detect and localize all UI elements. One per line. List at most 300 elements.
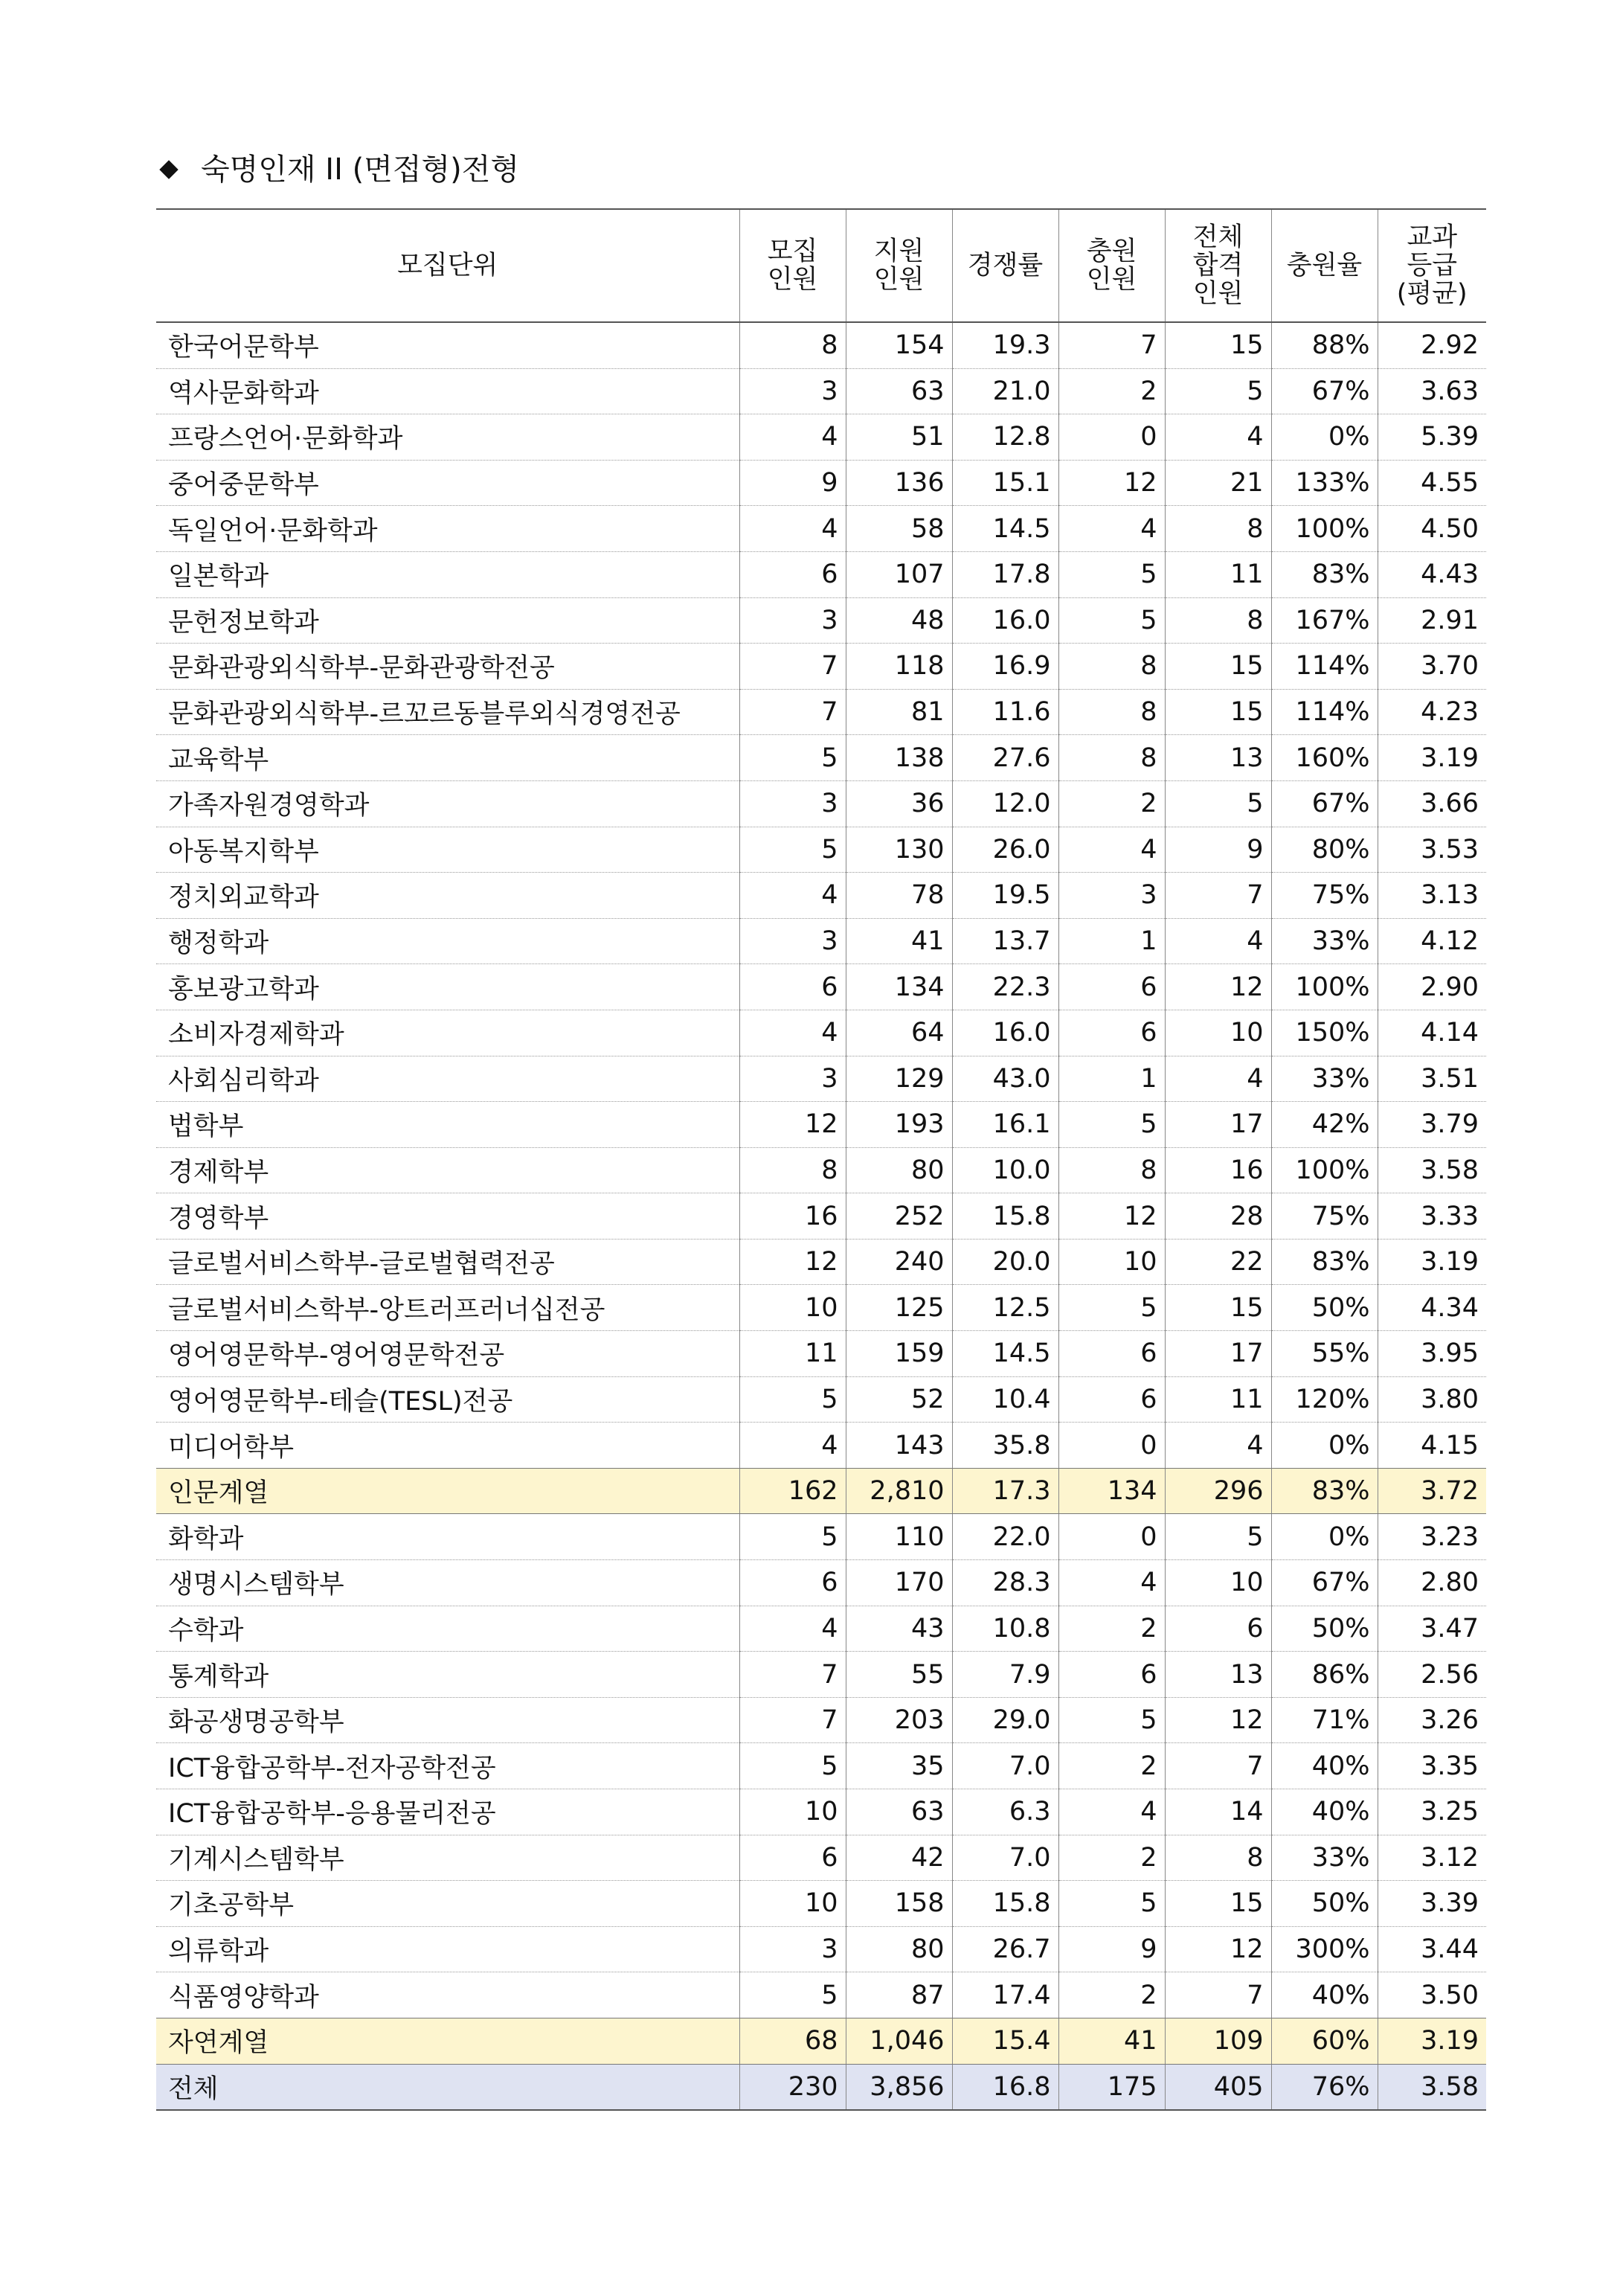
cell-grade-average: 3.35 <box>1378 1743 1486 1789</box>
cell-applicants: 78 <box>846 873 952 919</box>
cell-grade-average: 4.12 <box>1378 918 1486 964</box>
cell-applicants: 252 <box>846 1193 952 1240</box>
cell-unit: 의류학과 <box>156 1926 739 1972</box>
cell-total-admitted: 8 <box>1165 597 1271 644</box>
cell-additional: 0 <box>1058 1423 1165 1469</box>
admission-results-table <box>156 208 1486 2111</box>
cell-applicants: 203 <box>846 1697 952 1743</box>
cell-total-admitted: 15 <box>1165 689 1271 735</box>
cell-applicants: 193 <box>846 1102 952 1148</box>
cell-competition-ratio: 35.8 <box>952 1423 1058 1469</box>
cell-total-admitted: 28 <box>1165 1193 1271 1240</box>
cell-applicants: 80 <box>846 1147 952 1193</box>
cell-grade-average: 3.19 <box>1378 1239 1486 1285</box>
cell-additional: 9 <box>1058 1926 1165 1972</box>
cell-competition-ratio: 28.3 <box>952 1560 1058 1606</box>
cell-fill-rate: 50% <box>1271 1606 1378 1652</box>
cell-additional: 6 <box>1058 1331 1165 1377</box>
table-row <box>156 1789 1486 1835</box>
table-row <box>156 322 1486 368</box>
cell-grade-average: 4.23 <box>1378 689 1486 735</box>
header-quota: 모집 인원 <box>739 209 846 322</box>
cell-grade-average: 4.15 <box>1378 1423 1486 1469</box>
section-title <box>159 147 519 192</box>
cell-quota: 10 <box>739 1881 846 1927</box>
cell-additional: 8 <box>1058 1147 1165 1193</box>
cell-fill-rate: 76% <box>1271 2064 1378 2110</box>
cell-fill-rate: 42% <box>1271 1102 1378 1148</box>
cell-total-admitted: 8 <box>1165 506 1271 552</box>
cell-unit: 영어영문학부-테슬(TESL)전공 <box>156 1376 739 1423</box>
cell-applicants: 55 <box>846 1652 952 1698</box>
cell-quota: 10 <box>739 1285 846 1331</box>
cell-additional: 6 <box>1058 1010 1165 1056</box>
table-row <box>156 780 1486 827</box>
cell-competition-ratio: 12.8 <box>952 414 1058 461</box>
cell-applicants: 3,856 <box>846 2064 952 2110</box>
table-row <box>156 1606 1486 1652</box>
cell-quota: 162 <box>739 1468 846 1514</box>
cell-competition-ratio: 7.9 <box>952 1652 1058 1698</box>
cell-additional: 5 <box>1058 1881 1165 1927</box>
cell-applicants: 240 <box>846 1239 952 1285</box>
cell-total-admitted: 13 <box>1165 1652 1271 1698</box>
cell-unit: 식품영양학과 <box>156 1972 739 2018</box>
table-row <box>156 873 1486 919</box>
cell-additional: 1 <box>1058 1056 1165 1102</box>
cell-additional: 4 <box>1058 1789 1165 1835</box>
cell-total-admitted: 4 <box>1165 414 1271 461</box>
cell-applicants: 42 <box>846 1835 952 1881</box>
cell-unit: 화공생명공학부 <box>156 1697 739 1743</box>
cell-applicants: 136 <box>846 460 952 506</box>
cell-additional: 2 <box>1058 780 1165 827</box>
cell-fill-rate: 100% <box>1271 1147 1378 1193</box>
cell-fill-rate: 114% <box>1271 644 1378 690</box>
cell-fill-rate: 86% <box>1271 1652 1378 1698</box>
cell-additional: 175 <box>1058 2064 1165 2110</box>
cell-fill-rate: 167% <box>1271 597 1378 644</box>
cell-quota: 10 <box>739 1789 846 1835</box>
cell-quota: 4 <box>739 1423 846 1469</box>
cell-quota: 7 <box>739 644 846 690</box>
cell-quota: 9 <box>739 460 846 506</box>
cell-fill-rate: 150% <box>1271 1010 1378 1056</box>
cell-competition-ratio: 15.8 <box>952 1881 1058 1927</box>
cell-competition-ratio: 14.5 <box>952 506 1058 552</box>
cell-grade-average: 3.23 <box>1378 1514 1486 1560</box>
cell-quota: 16 <box>739 1193 846 1240</box>
table-header-row <box>156 209 1486 322</box>
cell-competition-ratio: 16.8 <box>952 2064 1058 2110</box>
cell-unit: ICT융합공학부-전자공학전공 <box>156 1743 739 1789</box>
cell-total-admitted: 15 <box>1165 644 1271 690</box>
cell-competition-ratio: 6.3 <box>952 1789 1058 1835</box>
table-row <box>156 1423 1486 1469</box>
header-competition-ratio: 경쟁률 <box>952 209 1058 322</box>
cell-unit: 법학부 <box>156 1102 739 1148</box>
table-row <box>156 1514 1486 1560</box>
cell-quota: 4 <box>739 1010 846 1056</box>
cell-fill-rate: 120% <box>1271 1376 1378 1423</box>
cell-total-admitted: 12 <box>1165 1926 1271 1972</box>
cell-fill-rate: 60% <box>1271 2018 1378 2064</box>
cell-additional: 0 <box>1058 414 1165 461</box>
cell-fill-rate: 0% <box>1271 1514 1378 1560</box>
cell-competition-ratio: 27.6 <box>952 735 1058 781</box>
cell-quota: 3 <box>739 780 846 827</box>
cell-grade-average: 3.80 <box>1378 1376 1486 1423</box>
cell-unit: 경제학부 <box>156 1147 739 1193</box>
cell-grade-average: 2.92 <box>1378 322 1486 368</box>
cell-fill-rate: 50% <box>1271 1881 1378 1927</box>
cell-quota: 6 <box>739 1835 846 1881</box>
cell-unit: 인문계열 <box>156 1468 739 1514</box>
table-row <box>156 1147 1486 1193</box>
cell-unit: 독일언어·문화학과 <box>156 506 739 552</box>
cell-competition-ratio: 21.0 <box>952 368 1058 414</box>
cell-grade-average: 3.33 <box>1378 1193 1486 1240</box>
table-row <box>156 1560 1486 1606</box>
cell-additional: 2 <box>1058 1606 1165 1652</box>
cell-fill-rate: 33% <box>1271 1056 1378 1102</box>
table-row <box>156 1010 1486 1056</box>
cell-applicants: 51 <box>846 414 952 461</box>
table-row <box>156 1652 1486 1698</box>
cell-fill-rate: 67% <box>1271 368 1378 414</box>
cell-fill-rate: 100% <box>1271 964 1378 1010</box>
cell-applicants: 143 <box>846 1423 952 1469</box>
cell-competition-ratio: 16.0 <box>952 597 1058 644</box>
cell-fill-rate: 71% <box>1271 1697 1378 1743</box>
cell-unit: 중어중문학부 <box>156 460 739 506</box>
cell-additional: 12 <box>1058 1193 1165 1240</box>
table-row <box>156 551 1486 597</box>
cell-fill-rate: 40% <box>1271 1789 1378 1835</box>
cell-total-admitted: 9 <box>1165 827 1271 873</box>
cell-grade-average: 4.34 <box>1378 1285 1486 1331</box>
cell-total-admitted: 22 <box>1165 1239 1271 1285</box>
table-row <box>156 689 1486 735</box>
cell-grade-average: 4.50 <box>1378 506 1486 552</box>
cell-fill-rate: 33% <box>1271 918 1378 964</box>
header-unit: 모집단위 <box>156 209 739 322</box>
cell-unit: 문화관광외식학부-문화관광학전공 <box>156 644 739 690</box>
table-row <box>156 1743 1486 1789</box>
table-row <box>156 1881 1486 1927</box>
cell-fill-rate: 160% <box>1271 735 1378 781</box>
cell-unit: 생명시스템학부 <box>156 1560 739 1606</box>
cell-applicants: 2,810 <box>846 1468 952 1514</box>
table-row <box>156 1972 1486 2018</box>
table-row <box>156 1193 1486 1240</box>
cell-total-admitted: 10 <box>1165 1010 1271 1056</box>
cell-total-admitted: 296 <box>1165 1468 1271 1514</box>
cell-fill-rate: 80% <box>1271 827 1378 873</box>
cell-competition-ratio: 11.6 <box>952 689 1058 735</box>
cell-applicants: 35 <box>846 1743 952 1789</box>
cell-total-admitted: 16 <box>1165 1147 1271 1193</box>
cell-unit: 문헌정보학과 <box>156 597 739 644</box>
table-row <box>156 1926 1486 1972</box>
cell-unit: 아동복지학부 <box>156 827 739 873</box>
cell-competition-ratio: 17.4 <box>952 1972 1058 2018</box>
cell-grade-average: 2.56 <box>1378 1652 1486 1698</box>
cell-competition-ratio: 19.3 <box>952 322 1058 368</box>
cell-additional: 4 <box>1058 506 1165 552</box>
cell-total-admitted: 17 <box>1165 1331 1271 1377</box>
cell-applicants: 170 <box>846 1560 952 1606</box>
cell-competition-ratio: 43.0 <box>952 1056 1058 1102</box>
cell-total-admitted: 12 <box>1165 1697 1271 1743</box>
cell-applicants: 107 <box>846 551 952 597</box>
cell-quota: 6 <box>739 1560 846 1606</box>
cell-applicants: 134 <box>846 964 952 1010</box>
cell-grade-average: 3.58 <box>1378 2064 1486 2110</box>
cell-fill-rate: 55% <box>1271 1331 1378 1377</box>
table-row <box>156 1331 1486 1377</box>
cell-additional: 4 <box>1058 1560 1165 1606</box>
cell-quota: 5 <box>739 827 846 873</box>
cell-total-admitted: 5 <box>1165 1514 1271 1560</box>
table-row <box>156 644 1486 690</box>
cell-additional: 6 <box>1058 1376 1165 1423</box>
cell-grade-average: 2.91 <box>1378 597 1486 644</box>
cell-applicants: 125 <box>846 1285 952 1331</box>
cell-total-admitted: 5 <box>1165 780 1271 827</box>
cell-fill-rate: 114% <box>1271 689 1378 735</box>
cell-competition-ratio: 22.0 <box>952 1514 1058 1560</box>
cell-grade-average: 3.44 <box>1378 1926 1486 1972</box>
table-row <box>156 964 1486 1010</box>
cell-grade-average: 3.12 <box>1378 1835 1486 1881</box>
cell-unit: 글로벌서비스학부-글로벌협력전공 <box>156 1239 739 1285</box>
cell-unit: 영어영문학부-영어영문학전공 <box>156 1331 739 1377</box>
cell-total-admitted: 13 <box>1165 735 1271 781</box>
header-applicants: 지원 인원 <box>846 209 952 322</box>
cell-grade-average: 3.51 <box>1378 1056 1486 1102</box>
cell-unit: 경영학부 <box>156 1193 739 1240</box>
cell-quota: 3 <box>739 918 846 964</box>
cell-quota: 68 <box>739 2018 846 2064</box>
cell-total-admitted: 5 <box>1165 368 1271 414</box>
cell-applicants: 48 <box>846 597 952 644</box>
cell-unit: 문화관광외식학부-르꼬르동블루외식경영전공 <box>156 689 739 735</box>
cell-fill-rate: 83% <box>1271 1239 1378 1285</box>
diamond-bullet-icon <box>159 160 178 179</box>
header-total-admitted: 전체 합격 인원 <box>1165 209 1271 322</box>
cell-competition-ratio: 22.3 <box>952 964 1058 1010</box>
table-row <box>156 368 1486 414</box>
cell-grade-average: 3.19 <box>1378 2018 1486 2064</box>
table-row <box>156 506 1486 552</box>
section-title-text: 숙명인재 II (면접형)전형 <box>201 153 519 187</box>
cell-fill-rate: 83% <box>1271 551 1378 597</box>
cell-additional: 2 <box>1058 368 1165 414</box>
header-additional: 충원 인원 <box>1058 209 1165 322</box>
cell-unit: 기계시스템학부 <box>156 1835 739 1881</box>
cell-fill-rate: 0% <box>1271 414 1378 461</box>
cell-total-admitted: 4 <box>1165 1056 1271 1102</box>
cell-grade-average: 3.63 <box>1378 368 1486 414</box>
header-grade-average: 교과 등급 (평균) <box>1378 209 1486 322</box>
cell-applicants: 118 <box>846 644 952 690</box>
cell-quota: 4 <box>739 414 846 461</box>
cell-grade-average: 3.70 <box>1378 644 1486 690</box>
cell-quota: 5 <box>739 1743 846 1789</box>
cell-total-admitted: 12 <box>1165 964 1271 1010</box>
cell-total-admitted: 17 <box>1165 1102 1271 1148</box>
subtotal-row <box>156 1468 1486 1514</box>
cell-additional: 1 <box>1058 918 1165 964</box>
cell-competition-ratio: 15.8 <box>952 1193 1058 1240</box>
cell-competition-ratio: 14.5 <box>952 1331 1058 1377</box>
table-row <box>156 1285 1486 1331</box>
cell-total-admitted: 6 <box>1165 1606 1271 1652</box>
cell-grade-average: 3.72 <box>1378 1468 1486 1514</box>
cell-quota: 5 <box>739 1972 846 2018</box>
cell-quota: 11 <box>739 1331 846 1377</box>
cell-additional: 8 <box>1058 689 1165 735</box>
cell-applicants: 36 <box>846 780 952 827</box>
cell-applicants: 81 <box>846 689 952 735</box>
cell-competition-ratio: 20.0 <box>952 1239 1058 1285</box>
cell-additional: 8 <box>1058 735 1165 781</box>
cell-unit: 프랑스언어·문화학과 <box>156 414 739 461</box>
cell-total-admitted: 7 <box>1165 1972 1271 2018</box>
cell-competition-ratio: 7.0 <box>952 1743 1058 1789</box>
cell-applicants: 138 <box>846 735 952 781</box>
cell-additional: 4 <box>1058 827 1165 873</box>
cell-grade-average: 3.53 <box>1378 827 1486 873</box>
cell-additional: 6 <box>1058 964 1165 1010</box>
cell-grade-average: 3.66 <box>1378 780 1486 827</box>
table-row <box>156 1056 1486 1102</box>
cell-additional: 5 <box>1058 1102 1165 1148</box>
cell-applicants: 1,046 <box>846 2018 952 2064</box>
cell-quota: 8 <box>739 1147 846 1193</box>
cell-unit: 통계학과 <box>156 1652 739 1698</box>
cell-total-admitted: 405 <box>1165 2064 1271 2110</box>
cell-quota: 3 <box>739 1926 846 1972</box>
cell-fill-rate: 133% <box>1271 460 1378 506</box>
cell-quota: 4 <box>739 506 846 552</box>
cell-total-admitted: 11 <box>1165 1376 1271 1423</box>
cell-unit: 사회심리학과 <box>156 1056 739 1102</box>
cell-competition-ratio: 12.5 <box>952 1285 1058 1331</box>
table-row <box>156 414 1486 461</box>
cell-additional: 134 <box>1058 1468 1165 1514</box>
cell-applicants: 110 <box>846 1514 952 1560</box>
table-row <box>156 1697 1486 1743</box>
cell-unit: 역사문화학과 <box>156 368 739 414</box>
cell-grade-average: 2.90 <box>1378 964 1486 1010</box>
cell-competition-ratio: 26.0 <box>952 827 1058 873</box>
cell-fill-rate: 300% <box>1271 1926 1378 1972</box>
cell-additional: 2 <box>1058 1743 1165 1789</box>
cell-fill-rate: 75% <box>1271 873 1378 919</box>
cell-additional: 7 <box>1058 322 1165 368</box>
cell-additional: 6 <box>1058 1652 1165 1698</box>
cell-unit: 교육학부 <box>156 735 739 781</box>
header-fill-rate: 충원율 <box>1271 209 1378 322</box>
cell-competition-ratio: 13.7 <box>952 918 1058 964</box>
cell-competition-ratio: 29.0 <box>952 1697 1058 1743</box>
cell-competition-ratio: 16.1 <box>952 1102 1058 1148</box>
cell-fill-rate: 67% <box>1271 780 1378 827</box>
cell-total-admitted: 10 <box>1165 1560 1271 1606</box>
cell-grade-average: 3.58 <box>1378 1147 1486 1193</box>
cell-unit: 화학과 <box>156 1514 739 1560</box>
cell-grade-average: 4.43 <box>1378 551 1486 597</box>
cell-quota: 7 <box>739 689 846 735</box>
cell-total-admitted: 15 <box>1165 1285 1271 1331</box>
cell-quota: 230 <box>739 2064 846 2110</box>
cell-competition-ratio: 15.1 <box>952 460 1058 506</box>
cell-applicants: 129 <box>846 1056 952 1102</box>
table-row <box>156 735 1486 781</box>
cell-competition-ratio: 10.4 <box>952 1376 1058 1423</box>
cell-fill-rate: 40% <box>1271 1743 1378 1789</box>
cell-competition-ratio: 19.5 <box>952 873 1058 919</box>
cell-competition-ratio: 15.4 <box>952 2018 1058 2064</box>
cell-quota: 4 <box>739 1606 846 1652</box>
cell-unit: 정치외교학과 <box>156 873 739 919</box>
cell-total-admitted: 4 <box>1165 1423 1271 1469</box>
cell-fill-rate: 67% <box>1271 1560 1378 1606</box>
table-row <box>156 597 1486 644</box>
cell-applicants: 52 <box>846 1376 952 1423</box>
total-row <box>156 2064 1486 2110</box>
cell-unit: 홍보광고학과 <box>156 964 739 1010</box>
cell-unit: 글로벌서비스학부-앙트러프러너십전공 <box>156 1285 739 1331</box>
cell-applicants: 159 <box>846 1331 952 1377</box>
cell-grade-average: 3.50 <box>1378 1972 1486 2018</box>
cell-fill-rate: 88% <box>1271 322 1378 368</box>
table-row <box>156 1376 1486 1423</box>
cell-quota: 3 <box>739 1056 846 1102</box>
cell-unit: 소비자경제학과 <box>156 1010 739 1056</box>
cell-quota: 3 <box>739 368 846 414</box>
cell-quota: 5 <box>739 1376 846 1423</box>
subtotal-row <box>156 2018 1486 2064</box>
cell-total-admitted: 11 <box>1165 551 1271 597</box>
cell-quota: 5 <box>739 735 846 781</box>
cell-unit: 가족자원경영학과 <box>156 780 739 827</box>
cell-competition-ratio: 10.8 <box>952 1606 1058 1652</box>
cell-competition-ratio: 17.3 <box>952 1468 1058 1514</box>
cell-grade-average: 3.47 <box>1378 1606 1486 1652</box>
cell-quota: 8 <box>739 322 846 368</box>
cell-additional: 5 <box>1058 1285 1165 1331</box>
cell-grade-average: 3.13 <box>1378 873 1486 919</box>
cell-grade-average: 3.95 <box>1378 1331 1486 1377</box>
cell-grade-average: 2.80 <box>1378 1560 1486 1606</box>
cell-applicants: 43 <box>846 1606 952 1652</box>
cell-quota: 7 <box>739 1652 846 1698</box>
cell-applicants: 63 <box>846 1789 952 1835</box>
cell-quota: 5 <box>739 1514 846 1560</box>
cell-additional: 0 <box>1058 1514 1165 1560</box>
cell-total-admitted: 4 <box>1165 918 1271 964</box>
cell-unit: 자연계열 <box>156 2018 739 2064</box>
cell-competition-ratio: 7.0 <box>952 1835 1058 1881</box>
cell-applicants: 87 <box>846 1972 952 2018</box>
cell-additional: 8 <box>1058 644 1165 690</box>
cell-applicants: 158 <box>846 1881 952 1927</box>
cell-unit: 수학과 <box>156 1606 739 1652</box>
cell-unit: 기초공학부 <box>156 1881 739 1927</box>
